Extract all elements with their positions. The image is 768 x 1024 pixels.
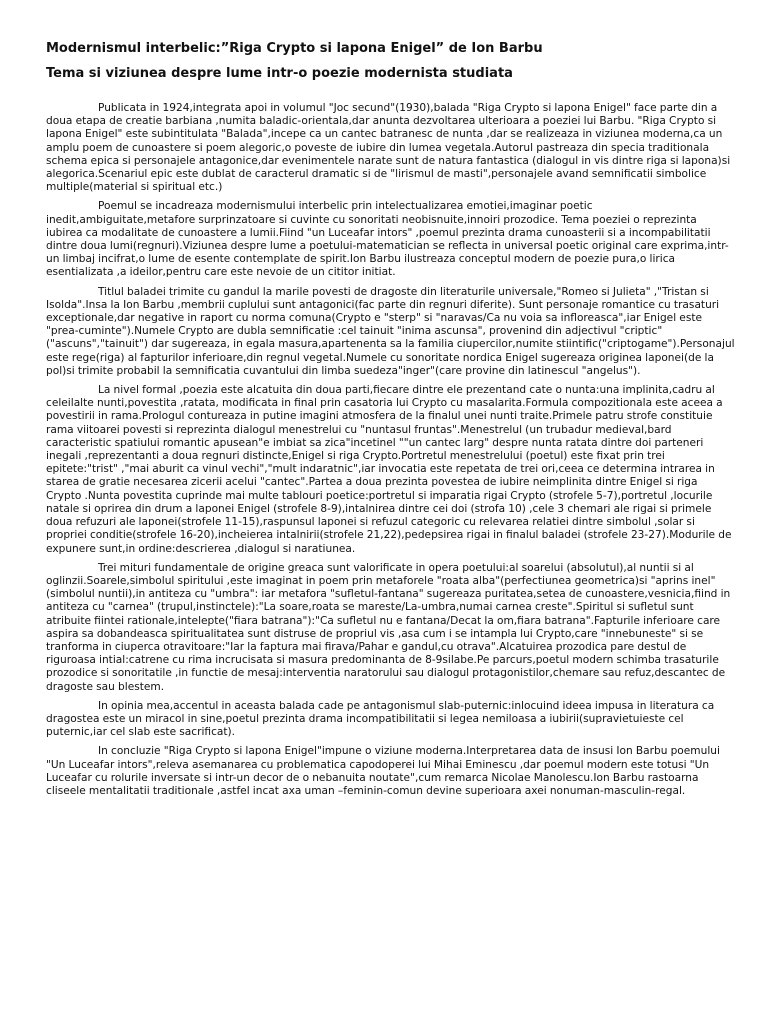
paragraph-opinion: In opinia mea,accentul in aceasta balada cade pe antagonismul slab-puternic:inlocuind ideea impusa in literatura ca dragostea este un miracol in sine,poetul prezinta drama incompatibilitatii si legea nemiloasa a iubirii(supravietuieste cel puternic,iar cel slab este sacrificat). [46, 699, 715, 739]
document-title: Modernismul interbelic:”Riga Crypto si lapona Enigel” de Ion Barbu [46, 41, 543, 56]
paragraph-introduction: Publicata in 1924,integrata apoi in volumul "Joc secund"(1930),balada "Riga Crypto si lapona Enigel" face parte din a doua etapa de creatie barbiana ,numita baladic-orientala,dar anunta dezvoltarea ulterioara a poeziei lui Barbu. "Riga Crypto si lapona Enigel" este subintitulata "Balada",incepe ca un cantec batranesc de nunta ,dar se realizeaza in viziunea moderna,ca un amplu poem de cunoastere si poem alegoric,o poveste de iubire din lumea vegetala.Autorul pastreaza din specia traditionala schema epica si personajele antagonice,dar evenimentele narate sunt de natura fantastica (dialogul in vis dintre riga si lapona)si alegorica.Scenariul epic este dublat de caracterul dramatic si de "lirismul de masti",personajele avand semnificatii simbolice multiple(material si spiritual etc.) [46, 102, 731, 194]
paragraph-structure: La nivel formal ,poezia este alcatuita din doua parti,fiecare dintre ele prezentand cate o nunta:una implinita,cadru al celeilalte nunti,povestita ,ratata, modificata in final prin casatoria lui Crypto cu masalarita.Formula compozitionala este aceea a povestirii in rama.Prologul contureaza in putine imagini atmosfera de la finalul unei nunti traite.Primele patru strofe constituie rama viitoarei povesti si reprezinta dialogul menestrelui cu "nuntasul fruntas".Menestrelul (un trubadur medieval,bard caracteristic spatiului romantic apusean"e imbiat sa zica"incetinel ""un cantec larg" despre nunta ratata dintre doi parteneri inegali ,reprezentanti a doua regnuri distincte,Enigel si riga Crypto.Portretul menestrelului (poetul) este fixat prin trei epitete:"trist" ,"mai aburit ca vinul vechi","mult indaratnic",iar invocatia este repetata de trei ori,ceea ce determina intrarea in starea de gratie necesarea zicerii acelui "cantec".Partea a doua prezinta povestea de iubire neimplinita dintre Enigel si riga Crypto .Nunta povestita cuprinde mai multe tablouri poetice:portretul si imparatia rigai Crypto (strofele 5-7),portretul ,locurile natale si oprirea din drum a laponei Enigel (strofele 8-9),intalnirea dintre cei doi (strofa 10) ,cele 3 chemari ale rigai si primele doua refuzuri ale laponei(strofele 11-15),raspunsul laponei si refuzul categoric cu relevarea relatiei dintre simbolul ,solar si propriei conditie(strofele 16-20),incheierea intalnirii(strofele 21,22),pedepsirea rigai in finalul baladei (strofele 23-27).Modurile de expunere sunt,in ordine:descrierea ,dialogul si naratiunea. [46, 384, 732, 555]
paragraph-myths: Trei mituri fundamentale de origine greaca sunt valorificate in opera poetului:al soarelui (absolutul),al nuntii si al oglinzii.Soarele,simbolul spiritului ,este imaginat in poem prin metaforele "roata alba"(perfectiunea geometrica)si "aprins inel"(simbolul nuntii),in antiteza cu "umbra": iar metafora "sufletul-fantana" sugereaza puritatea,setea de cunoastere,vesnicia,fiind in antiteza cu "carnea" (trupul,instinctele):"La soare,roata se mareste/La-umbra,numai carnea creste".Spiritul si sufletul sunt atribuite fiintei rationale,intelepte("fiara batrana"):"Ca sufletul nu e fantana/Decat la om,fiara batrana".Fapturile inferioare care aspira sa dobandeasca spiritualitatea sunt distruse de propriul vis ,asa cum i se intampla lui Crypto,care "innebuneste" si se tranforma in ciuperca otravitoare:"Iar la faptura mai firava/Pahar e gandul,cu otrava".Alcatuirea prozodica pare destul de riguroasa intial:catrene cu rima incrucisata si masura predominanta de 8-9silabe.Pe parcurs,poetul modern schimba trasaturile prozodice si sonoritatile ,in functie de mesaj:interventia naratorului sau dialogul protagonistilor,chemare sau refuz,descantec de dragoste sau blestem. [46, 561, 731, 693]
document-subtitle: Tema si viziunea despre lume intr-o poezie modernista studiata [46, 66, 513, 81]
paragraph-title-analysis: Titlul baladei trimite cu gandul la marile povesti de dragoste din literaturile universale,"Romeo si Julieta" ,"Tristan si Isolda".Insa la Ion Barbu ,membrii cuplului sunt antagonici(fac parte din regnuri diferite). Sunt personaje romantice cu trasaturi exceptionale,dar negative in raport cu norma comuna(Crypto e "sterp" si "naravas/Ca nu voia sa infloreasca",iar Enigel este "prea-cuminte").Numele Crypto are dubla semnificatie :cel tainuit "inima ascunsa", provenind din adjectivul "criptic"("ascuns","tainuit") dar sugereaza, in egala masura,apartenenta sa la familia ciupercilor,numite stiintific("criptogame").Personajul este rege(riga) al fapturilor inferioare,din regnul vegetal.Numele cu sonoritate nordica Enigel sugereaza originea laponei(de la pol)si trimite probabil la semnificatia cuvantului din limba suedeza"inger"(care provine din latinescul "angelus"). [46, 285, 735, 377]
paragraph-conclusion: In concluzie "Riga Crypto si lapona Enigel"impune o viziune moderna.Interpretarea data de insusi Ion Barbu poemului "Un Luceafar intors",releva asemanarea cu problematica capodoperei lui Mihai Eminescu ,dar poemul modern este totusi "Un Luceafar cu rolurile inversate si intr-un decor de o nebanuita noutate",cum remarca Nicolae Manolescu.Ion Barbu rastoarna cliseele mentalitatii traditionale ,astfel incat axa uman –feminin-comun devine superioara axei nonuman-masculin-regal. [46, 745, 720, 797]
paragraph-modernism: Poemul se incadreaza modernismului interbelic prin intelectualizarea emotiei,imaginar poetic inedit,ambiguitate,metafore surprinzatoare si cuvinte cu sonoritati neobisnuite,innoiri prozodice. Tema poeziei o reprezinta iubirea ca modalitate de cunoastere a lumii.Fiind "un Luceafar intors" ,poemul prezinta drama cunoasterii si a incompabilitatii dintre doua lumi(regnuri).Viziunea despre lume a poetului-matematician se reflecta in universal poetic original care exprima,intr-un limbaj incifrat,o lume de esente contemplate de spirit.Ion Barbu ilustreaza conceptul modern de poezie pura,o lirica esentializata ,a ideilor,pentru care este nevoie de un cititor initiat. [46, 200, 729, 279]
document-page [46, 40, 736, 804]
